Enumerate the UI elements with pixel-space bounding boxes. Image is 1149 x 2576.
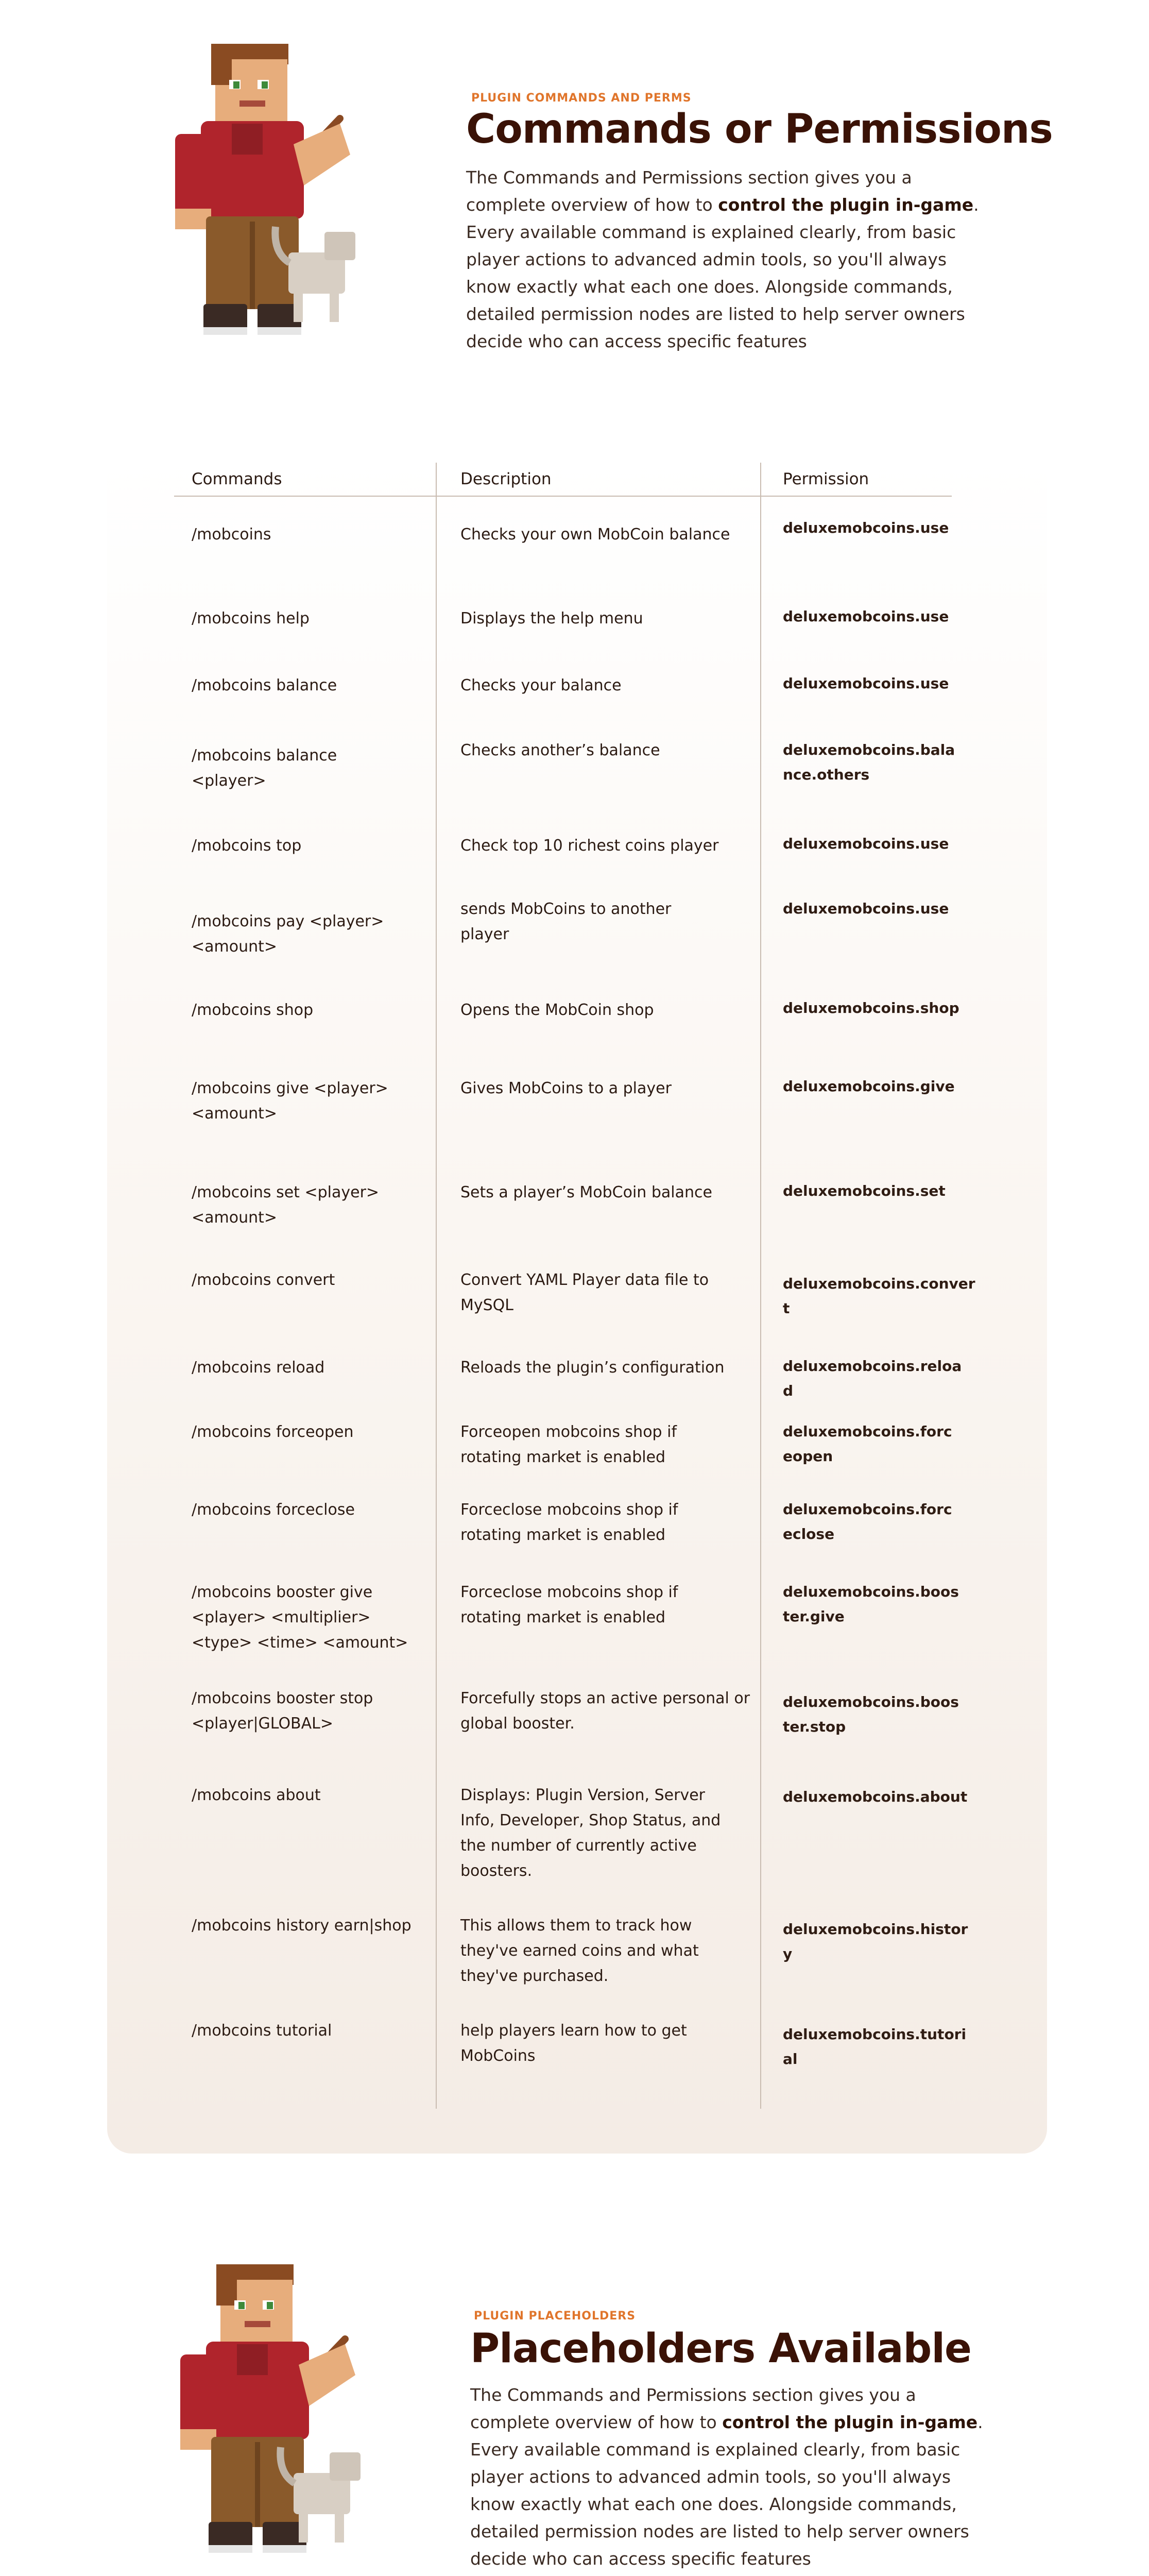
permission-cell: deluxemobcoins.use (783, 608, 949, 625)
description-text: The Commands and Permissions section gives you a complete overview of how to (470, 2385, 916, 2432)
description-cell: Opens the MobCoin shop (460, 1001, 654, 1019)
description-cell: Gives MobCoins to a player (460, 1079, 672, 1097)
description-cell: Checks another’s balance (460, 741, 660, 759)
description-bold-text: control the plugin in-game (718, 195, 974, 215)
permission-cell: deluxemobcoins.set (783, 1182, 946, 1199)
description-cell: Checks your own MobCoin balance (460, 526, 730, 544)
table-header-description: Description (460, 470, 552, 488)
description-cell: This allows them to track how they've earned coins and what they've purchased. (460, 1917, 699, 1985)
description-cell: Sets a player’s MobCoin balance (460, 1183, 712, 1201)
command-cell: /mobcoins pay <player> <amount> (192, 912, 384, 956)
section-description (466, 164, 994, 355)
section-eyebrow: PLUGIN PLACEHOLDERS (474, 2310, 636, 2323)
description-cell: Displays: Plugin Version, Server Info, Developer, Shop Status, and the number of currently active boosters. (460, 1786, 721, 1880)
description-text: The Commands and Permissions section gives you a complete overview of how to (466, 167, 912, 215)
description-cell: Displays the help menu (460, 609, 643, 628)
permission-cell: deluxemobcoins.forceopen (783, 1423, 952, 1465)
command-cell: /mobcoins reload (192, 1359, 325, 1377)
character-illustration-fishing (155, 36, 371, 350)
description-text-end: . Every available command is explained clearly, from basic player actions to advanced admin tools, so you'll always know exactly what each one does. Alongside commands, detailed permission nodes are listed to help server owners decide who can access specific features (466, 195, 979, 351)
permission-cell: deluxemobcoins.about (783, 1788, 968, 1805)
table-header-commands: Commands (192, 470, 282, 488)
character-illustration-fishing (160, 2257, 376, 2566)
section-title: Placeholders Available (470, 2326, 971, 2372)
table-header-divider (174, 496, 952, 497)
command-cell: /mobcoins balance <player> (192, 747, 337, 790)
description-cell: Forceclose mobcoins shop if rotating market is enabled (460, 1501, 678, 1544)
section-title: Commands or Permissions (466, 106, 1053, 152)
column-divider (760, 463, 761, 2109)
permission-cell: deluxemobcoins.tutorial (783, 2026, 967, 2067)
permission-cell: deluxemobcoins.give (783, 1078, 955, 1095)
permission-cell: deluxemobcoins.use (783, 519, 949, 536)
description-text-end: . Every available command is explained clearly, from basic player actions to advanced admin tools, so you'll always know exactly what each one does. Alongside commands, detailed permission nodes are listed to help server owners decide who can access specific features (470, 2412, 983, 2569)
description-cell: Check top 10 richest coins player (460, 837, 719, 855)
description-cell: Forcefully stops an active personal or global booster. (460, 1689, 750, 1733)
permission-cell: deluxemobcoins.booster.give (783, 1583, 959, 1625)
command-cell: /mobcoins (192, 526, 271, 544)
description-cell: Forceclose mobcoins shop if rotating market is enabled (460, 1583, 678, 1626)
command-cell: /mobcoins help (192, 609, 310, 628)
description-cell: Convert YAML Player data file to MySQL (460, 1271, 709, 1314)
description-cell: sends MobCoins to another player (460, 900, 672, 943)
permission-cell: deluxemobcoins.use (783, 835, 949, 852)
permission-cell: deluxemobcoins.shop (783, 999, 959, 1016)
command-cell: /mobcoins top (192, 837, 302, 855)
description-bold-text: control the plugin in-game (722, 2412, 978, 2432)
description-cell: Checks your balance (460, 676, 622, 694)
command-cell: /mobcoins forceclose (192, 1501, 355, 1519)
column-divider (436, 463, 437, 2109)
permission-cell: deluxemobcoins.booster.stop (783, 1693, 959, 1735)
command-cell: /mobcoins balance (192, 676, 337, 694)
command-cell: /mobcoins tutorial (192, 2022, 332, 2040)
command-cell: /mobcoins convert (192, 1271, 335, 1289)
command-cell: /mobcoins forceopen (192, 1423, 354, 1441)
command-cell: /mobcoins about (192, 1786, 321, 1804)
description-cell: help players learn how to get MobCoins (460, 2022, 687, 2065)
permission-cell: deluxemobcoins.convert (783, 1275, 975, 1317)
command-cell: /mobcoins history earn|shop (192, 1917, 411, 1935)
command-cell: /mobcoins booster give <player> <multiplier> <type> <time> <amount> (192, 1583, 408, 1652)
permission-cell: deluxemobcoins.forceclose (783, 1501, 952, 1543)
permission-cell: deluxemobcoins.balance.others (783, 741, 955, 783)
command-cell: /mobcoins give <player> <amount> (192, 1079, 388, 1123)
command-cell: /mobcoins set <player> <amount> (192, 1183, 380, 1227)
permission-cell: deluxemobcoins.history (783, 1921, 968, 1962)
section-eyebrow: PLUGIN COMMANDS AND PERMS (471, 92, 692, 105)
description-cell: Reloads the plugin’s configuration (460, 1359, 725, 1377)
command-cell: /mobcoins booster stop <player|GLOBAL> (192, 1689, 373, 1733)
table-header-permission: Permission (783, 470, 869, 488)
description-cell: Forceopen mobcoins shop if rotating market is enabled (460, 1423, 677, 1466)
permission-cell: deluxemobcoins.use (783, 675, 949, 692)
permission-cell: deluxemobcoins.use (783, 900, 949, 917)
permission-cell: deluxemobcoins.reload (783, 1358, 962, 1399)
command-cell: /mobcoins shop (192, 1001, 314, 1019)
section-description (470, 2381, 1001, 2572)
